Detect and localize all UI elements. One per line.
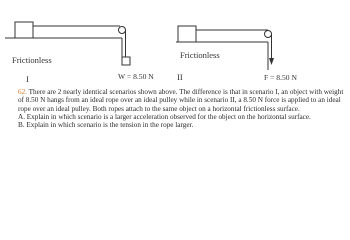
block-scenario-2 [178, 26, 196, 42]
question-part-a: A. Explain in which scenario is a larger acceleration observed for the object on the horizontal surface. [18, 112, 311, 121]
physics-diagram [0, 0, 350, 92]
surface-label-scenario-2: Frictionless [180, 50, 220, 60]
pulley-scenario-2 [265, 31, 272, 38]
question-text [18, 88, 348, 129]
question-number: 62. [18, 88, 27, 96]
pulley-scenario-1 [119, 27, 126, 34]
block-scenario-1 [15, 22, 33, 38]
scenario-1-label: I [26, 74, 29, 84]
force-arrow-icon [269, 58, 274, 65]
weight-label: W = 8.50 N [118, 72, 154, 81]
surface-label-scenario-1: Frictionless [12, 55, 52, 65]
question-intro-text: There are 2 nearly identical scenarios shown above. The difference is that in scenario I, an object with weight of 8.50 N hangs from an ideal rope over an ideal pulley while in scenario II, a 8.50 N force is applied to an ideal rope over an ideal pulley. Both ropes attach to the same object on a horizontal frictionless surface. [18, 88, 344, 113]
question-intro [18, 88, 348, 113]
question-part-b: B. Explain in which scenario is the tension in the rope larger. [18, 121, 194, 130]
force-label: F = 8.50 N [264, 73, 297, 82]
scenario-2-label: II [177, 72, 183, 82]
hanging-weight [122, 57, 130, 65]
